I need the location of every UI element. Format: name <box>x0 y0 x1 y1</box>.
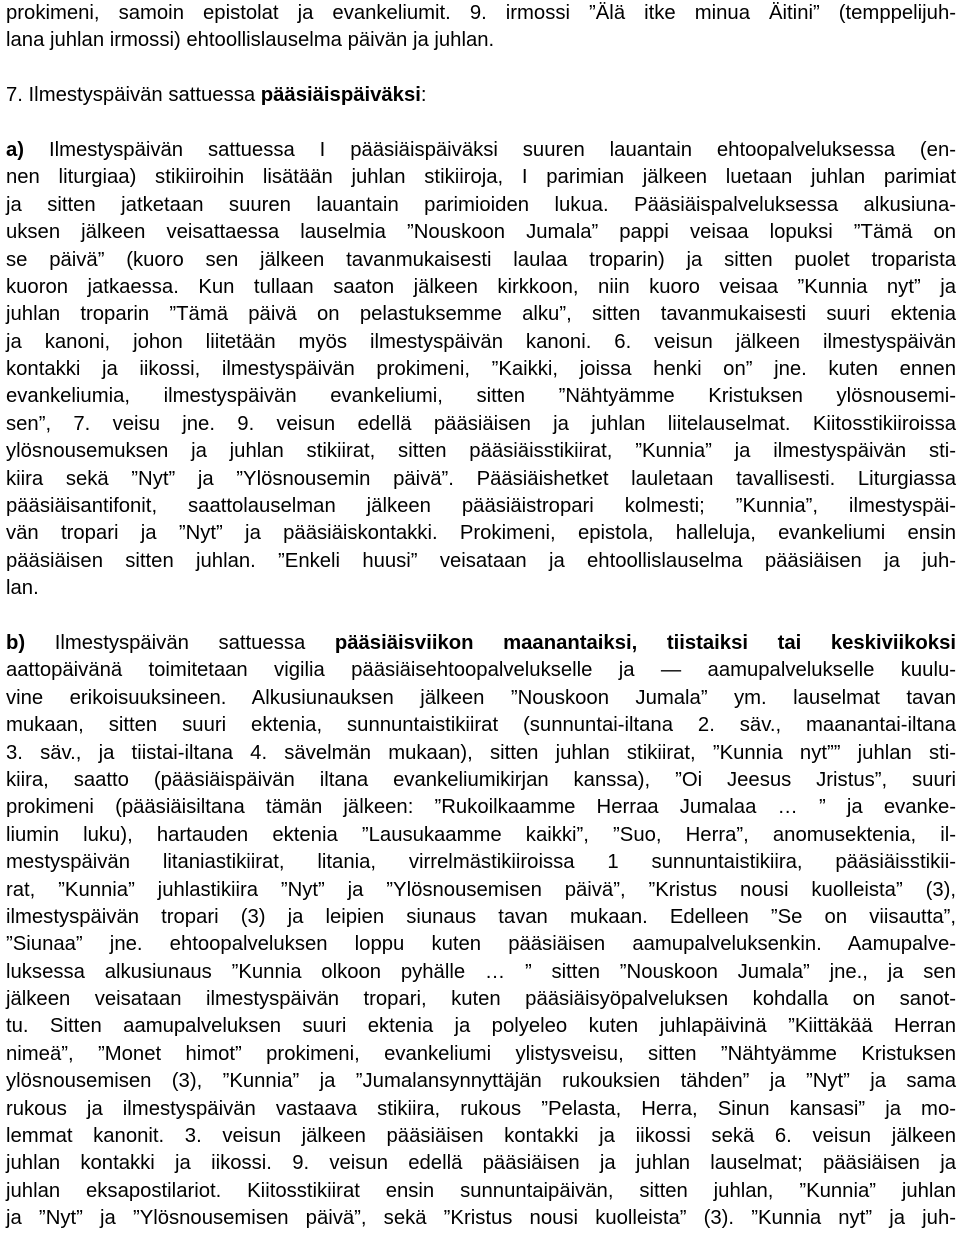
text-line: vän tropari ja ”Nyt” ja pääsiäiskontakki. Prokimeni, epistola, halleluja, evankeliumi ensin <box>6 522 956 545</box>
text-line: ja kanoni, johon liitetään myös ilmestyspäivän kanoni. 6. veisun jälkeen ilmestyspäivän <box>6 330 956 353</box>
text-line: pääsiäisen sitten juhlan. ”Enkeli huusi” veisataan ja ehtoollislauselma pääsiäisen ja juh- <box>6 549 956 572</box>
text-line: 3. säv., ja tiistai-iltana 4. sävelmän mukaan), sitten juhlan stikiirat, ”Kunnia nyt”” juhlan sti- <box>6 741 956 764</box>
paragraph-gap <box>6 55 956 82</box>
text-line: uksen jälkeen veisattaessa lauselmia ”Nouskoon Jumala” pappi veisaa lopuksi ”Tämä on <box>6 221 956 244</box>
paragraph-a-first-line <box>6 137 956 164</box>
intro-line: prokimeni, samoin epistolat ja evankeliumit. 9. irmossi ”Älä itke minua Äitini” (temppelijuh- <box>6 2 956 24</box>
text-line: liumin luku), hartauden ektenia ”Lausukaamme kaikki”, ”Suo, Herra”, anomusektenia, il- <box>6 823 956 846</box>
text-line: jälkeen veisataan ilmestyspäivän tropari, kuten pääsiäisyöpalveluksen kohdalla on sanot- <box>6 988 956 1011</box>
text-line: juhlan eksapostilariot. Kiitosstikiirat ensin sunnuntaipäivän, sitten juhlan, ”Kunnia” juhlan <box>6 1179 956 1202</box>
section-7-prefix: 7. Ilmestyspäivän sattuessa <box>6 84 261 107</box>
paragraph-gap <box>6 603 956 630</box>
text-line: mukaan, sitten suuri ektenia, sunnuntaistikiirat (sunnuntai-iltana 2. säv., maanantai-iltana <box>6 714 956 737</box>
text-line: kontakki ja iikossi, ilmestyspäivän prokimeni, ”Kaikki, joissa henki on” jne. kuten ennen <box>6 358 956 381</box>
paragraph-a-label: a) <box>6 138 25 161</box>
text-line: pääsiäisantifonit, saattolauselman jälkeen pääsiäistropari kolmesti; ”Kunnia”, ilmestyspäi- <box>6 495 956 518</box>
text-line: sen”, 7. veisu jne. 9. veisun edellä pääsiäisen ja juhlan liitelauselmat. Kiitosstikiiroissa <box>6 412 956 435</box>
intro-line: lana juhlan irmossi) ehtoollislauselma päivän ja juhlan. <box>6 29 495 52</box>
paragraph-b <box>6 630 956 1233</box>
text-line: lan. <box>6 577 39 600</box>
text-line: juhlan troparin ”Tämä päivä on pelastuksemme alku”, sitten tavanmukaisesti suuri ektenia <box>6 303 956 326</box>
paragraph-a-first-text: Ilmestyspäivän sattuessa I pääsiäispäiväksi suuren lauantain ehtoopalveluksessa (en- <box>24 138 956 161</box>
section-7-bold: pääsiäispäiväksi <box>260 84 421 107</box>
text-line: rat, ”Kunnia” juhlastikiira ”Nyt” ja ”Ylösnousemisen päivä”, ”Kristus nousi kuolleista” (3), <box>6 878 956 901</box>
text-line: juhlan kontakki ja iikossi. 9. veisun edellä pääsiäisen ja juhlan lauselmat; pääsiäisen ja <box>6 1152 956 1175</box>
text-line: luksessa alkusiunaus ”Kunnia olkoon pyhälle … ” sitten ”Nouskoon Jumala” jne., ja sen <box>6 960 956 983</box>
text-line: tu. Sitten aamupalveluksen suuri ektenia ja polyeleo kuten juhlapäivinä ”Kiittäkää Herran <box>6 1015 956 1038</box>
text-line: evankeliumia, ilmestyspäivän evankeliumi, sitten ”Nähtyämme Kristuksen ylösnousemi- <box>6 385 956 408</box>
paragraph-b-first-line <box>6 630 956 657</box>
text-line: se päivä” (kuoro sen jälkeen tavanmukaisesti laulaa troparin) ja sitten puolet troparista <box>6 248 956 271</box>
text-line: ylösnousemisen (3), ”Kunnia” ja ”Jumalansynnyttäjän rukouksien tähden” ja ”Nyt” ja sama <box>6 1070 956 1093</box>
paragraph-gap <box>6 110 956 137</box>
text-line: nimeä”, ”Monet himot” prokimeni, evankeliumi ylistysveisu, sitten ”Nähtyämme Kristuksen <box>6 1042 956 1065</box>
text-line: mestyspäivän litaniastikiirat, litania, virrelmästikiiroissa 1 sunnuntaistikiira, pääsiäisstikii- <box>6 851 956 874</box>
text-line: prokimeni (pääsiäisiltana tämän jälkeen: ”Rukoilkaamme Herraa Jumalaa … ” ja evanke- <box>6 796 956 819</box>
text-line: kiira, saatto (pääsiäispäivän iltana evankeliumikirjan kanssa), ”Oi Jeesus Jristus”, suuri <box>6 768 956 791</box>
paragraph-a <box>6 137 956 603</box>
paragraph-b-label: b) <box>6 631 26 654</box>
text-line: rukous ja ilmestyspäivän vastaava stikiira, rukous ”Pelasta, Herra, Sinun kansasi” ja mo- <box>6 1097 956 1120</box>
paragraph-a-lines <box>6 164 956 602</box>
text-line: ylösnousemuksen ja juhlan stikiirat, sitten pääsiäisstikiirat, ”Kunnia” ja ilmestyspäivän sti- <box>6 440 956 463</box>
text-line: vine erikoisuuksineen. Alkusiunauksen jälkeen ”Nouskoon Jumala” ym. lauselmat tavan <box>6 686 956 709</box>
text-line: ilmestyspäivän tropari (3) ja leipien siunaus tavan mukaan. Edelleen ”Se on viisautta”, <box>6 905 956 928</box>
text-line: kuoron jatkaessa. Kun tullaan saaton jälkeen kirkkoon, niin kuoro veisaa ”Kunnia nyt” ja <box>6 275 956 298</box>
section-7-suffix: : <box>420 84 427 107</box>
text-line: nen liturgiaa) stikiiroihin lisätään juhlan stikiiroja, I parimian jälkeen luetaan juhlan parimiat <box>6 166 956 189</box>
text-line: ja ”Nyt” ja ”Ylösnousemisen päivä”, sekä ”Kristus nousi kuolleista” (3). ”Kunnia nyt” ja juh- <box>6 1207 956 1230</box>
text-line: ”Siunaa” jne. ehtoopalveluksen loppu kuten pääsiäisen aamupalveluksenkin. Aamupalve- <box>6 933 956 956</box>
paragraph-b-first-bold: pääsiäisviikon maanantaiksi, tiistaiksi tai keskiviikoksi <box>334 631 956 654</box>
paragraph-b-first-text: Ilmestyspäivän sattuessa <box>25 631 335 654</box>
text-line: aattopäivänä toimitetaan vigilia pääsiäisehtoopalvelukselle ja — aamupalvelukselle kuulu- <box>6 659 956 682</box>
document-page <box>6 0 956 1233</box>
text-line: ja sitten jatketaan suuren lauantain parimioiden lukua. Pääsiäispalveluksessa alkusiuna- <box>6 193 956 216</box>
paragraph-b-lines <box>6 657 956 1232</box>
text-line: lemmat kanonit. 3. veisun jälkeen pääsiäisen kontakki ja iikossi sekä 6. veisun jälkeen <box>6 1125 956 1148</box>
text-line: kiira sekä ”Nyt” ja ”Ylösnousemin päivä”. Pääsiäishetket lauletaan tavallisesti. Liturgiassa <box>6 467 956 490</box>
section-7-heading <box>6 82 956 109</box>
